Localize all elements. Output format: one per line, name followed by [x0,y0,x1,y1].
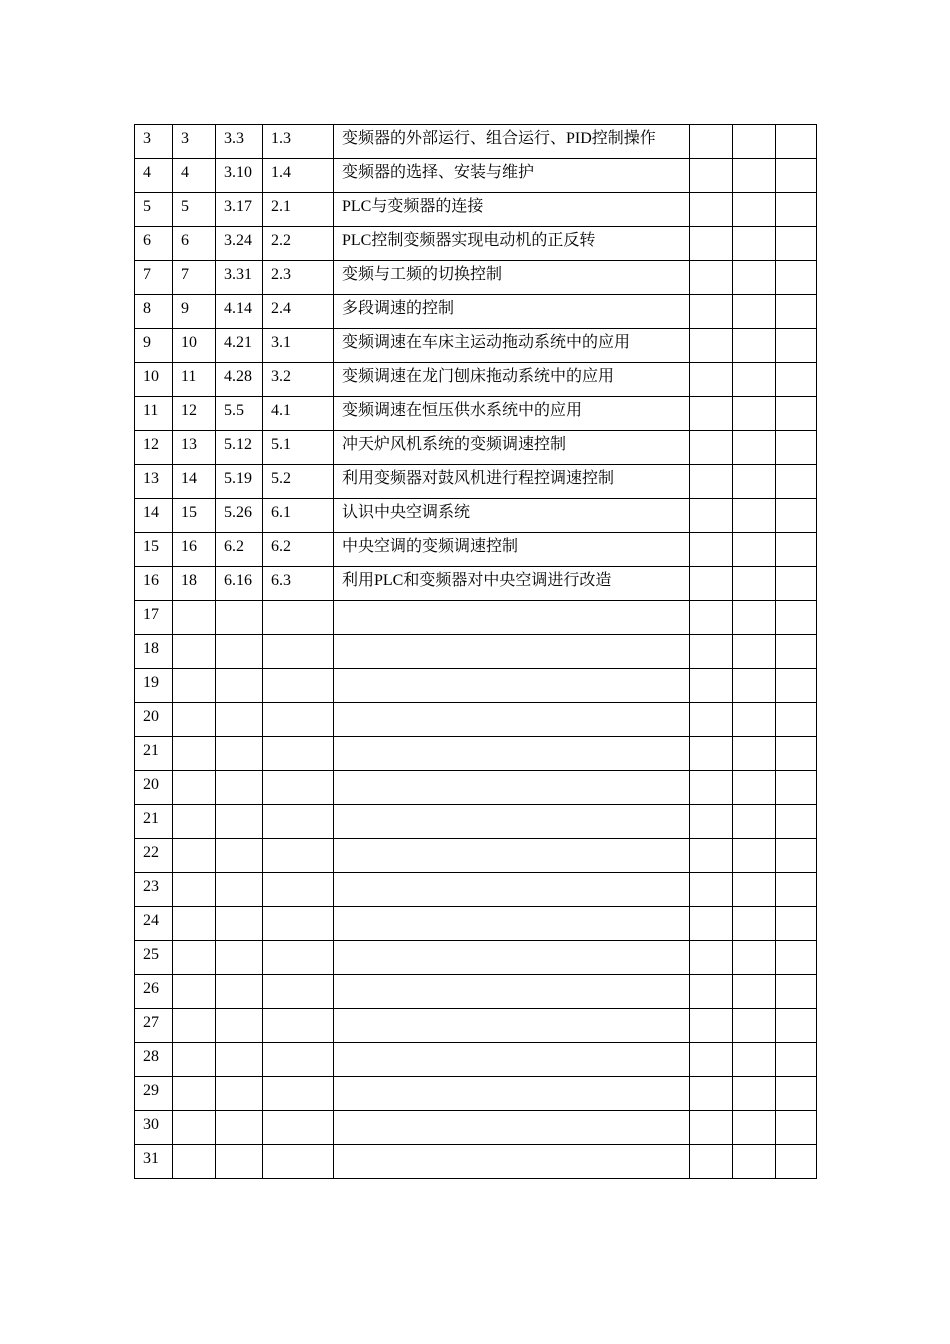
table-row [135,431,817,465]
date-cell [216,771,263,805]
week-cell [173,737,216,771]
table-row [135,499,817,533]
week-cell [173,1043,216,1077]
week-cell: 7 [173,261,216,295]
date-cell: 3.24 [216,227,263,261]
table-row [135,193,817,227]
row-number-cell: 4 [135,159,173,193]
topic-cell: PLC与变频器的连接 [334,193,690,227]
extra-cell-3 [776,159,817,193]
table-row [135,907,817,941]
extra-cell-3 [776,329,817,363]
row-number-cell: 30 [135,1111,173,1145]
section-cell: 5.2 [263,465,334,499]
extra-cell-1 [690,533,733,567]
extra-cell-1 [690,1111,733,1145]
week-cell: 14 [173,465,216,499]
date-cell: 5.5 [216,397,263,431]
date-cell [216,1009,263,1043]
extra-cell-2 [733,465,776,499]
week-cell [173,771,216,805]
extra-cell-2 [733,975,776,1009]
table-row [135,941,817,975]
extra-cell-1 [690,159,733,193]
section-cell [263,635,334,669]
extra-cell-2 [733,533,776,567]
extra-cell-2 [733,125,776,159]
extra-cell-3 [776,533,817,567]
extra-cell-1 [690,1043,733,1077]
topic-cell: 多段调速的控制 [334,295,690,329]
date-cell: 5.12 [216,431,263,465]
extra-cell-3 [776,1111,817,1145]
section-cell: 3.1 [263,329,334,363]
date-cell [216,1077,263,1111]
extra-cell-3 [776,873,817,907]
extra-cell-2 [733,1145,776,1179]
topic-cell [334,737,690,771]
extra-cell-1 [690,737,733,771]
row-number-cell: 14 [135,499,173,533]
date-cell: 3.3 [216,125,263,159]
topic-cell [334,975,690,1009]
section-cell [263,669,334,703]
row-number-cell: 13 [135,465,173,499]
date-cell: 4.28 [216,363,263,397]
table-row [135,635,817,669]
date-cell [216,601,263,635]
extra-cell-3 [776,431,817,465]
table-row [135,1111,817,1145]
extra-cell-2 [733,261,776,295]
date-cell [216,839,263,873]
extra-cell-2 [733,703,776,737]
section-cell [263,1009,334,1043]
extra-cell-1 [690,227,733,261]
topic-cell [334,805,690,839]
extra-cell-2 [733,295,776,329]
date-cell [216,669,263,703]
extra-cell-1 [690,261,733,295]
extra-cell-3 [776,397,817,431]
extra-cell-3 [776,295,817,329]
week-cell: 11 [173,363,216,397]
row-number-cell: 16 [135,567,173,601]
section-cell: 2.2 [263,227,334,261]
row-number-cell: 20 [135,703,173,737]
extra-cell-2 [733,1009,776,1043]
topic-cell [334,669,690,703]
table-row [135,669,817,703]
extra-cell-2 [733,499,776,533]
extra-cell-3 [776,805,817,839]
extra-cell-3 [776,1009,817,1043]
row-number-cell: 26 [135,975,173,1009]
extra-cell-2 [733,907,776,941]
extra-cell-1 [690,873,733,907]
table-row [135,601,817,635]
section-cell: 1.3 [263,125,334,159]
topic-cell [334,1077,690,1111]
extra-cell-1 [690,125,733,159]
table-row [135,737,817,771]
extra-cell-1 [690,669,733,703]
topic-cell [334,635,690,669]
section-cell: 2.3 [263,261,334,295]
week-cell: 15 [173,499,216,533]
topic-cell [334,703,690,737]
row-number-cell: 28 [135,1043,173,1077]
topic-cell [334,1009,690,1043]
extra-cell-1 [690,499,733,533]
section-cell [263,601,334,635]
date-cell [216,805,263,839]
extra-cell-1 [690,193,733,227]
row-number-cell: 21 [135,737,173,771]
date-cell: 4.21 [216,329,263,363]
week-cell: 10 [173,329,216,363]
section-cell [263,1043,334,1077]
week-cell [173,975,216,1009]
table-row [135,771,817,805]
date-cell: 3.17 [216,193,263,227]
section-cell [263,771,334,805]
extra-cell-3 [776,1077,817,1111]
extra-cell-2 [733,363,776,397]
extra-cell-1 [690,635,733,669]
row-number-cell: 5 [135,193,173,227]
row-number-cell: 12 [135,431,173,465]
table-row [135,1043,817,1077]
topic-cell: 变频器的外部运行、组合运行、PID控制操作 [334,125,690,159]
week-cell: 13 [173,431,216,465]
extra-cell-3 [776,703,817,737]
topic-cell [334,601,690,635]
section-cell: 1.4 [263,159,334,193]
week-cell [173,1009,216,1043]
row-number-cell: 10 [135,363,173,397]
date-cell [216,737,263,771]
extra-cell-3 [776,839,817,873]
extra-cell-3 [776,669,817,703]
row-number-cell: 23 [135,873,173,907]
section-cell [263,975,334,1009]
extra-cell-3 [776,125,817,159]
extra-cell-3 [776,261,817,295]
extra-cell-1 [690,839,733,873]
week-cell [173,669,216,703]
section-cell [263,873,334,907]
schedule-table-body [135,125,817,1179]
row-number-cell: 18 [135,635,173,669]
extra-cell-3 [776,1145,817,1179]
section-cell: 2.1 [263,193,334,227]
date-cell: 4.14 [216,295,263,329]
topic-cell [334,1043,690,1077]
topic-cell [334,873,690,907]
date-cell [216,1043,263,1077]
week-cell: 4 [173,159,216,193]
extra-cell-2 [733,839,776,873]
date-cell [216,941,263,975]
week-cell [173,907,216,941]
extra-cell-2 [733,805,776,839]
date-cell [216,873,263,907]
section-cell: 6.2 [263,533,334,567]
extra-cell-2 [733,397,776,431]
week-cell [173,1077,216,1111]
section-cell: 6.1 [263,499,334,533]
extra-cell-1 [690,397,733,431]
table-row [135,533,817,567]
extra-cell-3 [776,193,817,227]
topic-cell: 变频调速在车床主运动拖动系统中的应用 [334,329,690,363]
week-cell [173,1111,216,1145]
week-cell [173,1145,216,1179]
row-number-cell: 17 [135,601,173,635]
table-row [135,329,817,363]
row-number-cell: 27 [135,1009,173,1043]
table-row [135,227,817,261]
section-cell: 4.1 [263,397,334,431]
date-cell [216,703,263,737]
extra-cell-1 [690,329,733,363]
date-cell: 3.10 [216,159,263,193]
table-row [135,397,817,431]
extra-cell-1 [690,1077,733,1111]
extra-cell-2 [733,635,776,669]
extra-cell-2 [733,1111,776,1145]
date-cell: 5.26 [216,499,263,533]
week-cell: 6 [173,227,216,261]
extra-cell-1 [690,941,733,975]
week-cell [173,601,216,635]
row-number-cell: 20 [135,771,173,805]
extra-cell-1 [690,907,733,941]
section-cell: 6.3 [263,567,334,601]
extra-cell-1 [690,431,733,465]
topic-cell: 变频调速在恒压供水系统中的应用 [334,397,690,431]
extra-cell-3 [776,601,817,635]
extra-cell-2 [733,873,776,907]
row-number-cell: 8 [135,295,173,329]
date-cell: 5.19 [216,465,263,499]
row-number-cell: 6 [135,227,173,261]
extra-cell-2 [733,1043,776,1077]
extra-cell-3 [776,737,817,771]
extra-cell-1 [690,567,733,601]
date-cell [216,635,263,669]
extra-cell-2 [733,771,776,805]
table-row [135,839,817,873]
topic-cell: 中央空调的变频调速控制 [334,533,690,567]
extra-cell-3 [776,975,817,1009]
extra-cell-2 [733,193,776,227]
date-cell: 3.31 [216,261,263,295]
extra-cell-3 [776,635,817,669]
extra-cell-2 [733,431,776,465]
extra-cell-2 [733,601,776,635]
extra-cell-1 [690,465,733,499]
section-cell [263,1111,334,1145]
extra-cell-2 [733,567,776,601]
table-row [135,363,817,397]
extra-cell-1 [690,805,733,839]
extra-cell-3 [776,363,817,397]
topic-cell: 变频调速在龙门刨床拖动系统中的应用 [334,363,690,397]
topic-cell [334,941,690,975]
date-cell: 6.16 [216,567,263,601]
row-number-cell: 21 [135,805,173,839]
topic-cell [334,1111,690,1145]
section-cell [263,703,334,737]
section-cell [263,737,334,771]
week-cell [173,635,216,669]
table-row [135,125,817,159]
table-row [135,567,817,601]
extra-cell-1 [690,1145,733,1179]
topic-cell [334,771,690,805]
row-number-cell: 19 [135,669,173,703]
topic-cell [334,839,690,873]
week-cell: 12 [173,397,216,431]
extra-cell-2 [733,737,776,771]
topic-cell: PLC控制变频器实现电动机的正反转 [334,227,690,261]
week-cell: 3 [173,125,216,159]
section-cell: 3.2 [263,363,334,397]
date-cell [216,907,263,941]
extra-cell-1 [690,703,733,737]
date-cell [216,975,263,1009]
table-row [135,159,817,193]
topic-cell: 变频器的选择、安装与维护 [334,159,690,193]
topic-cell: 认识中央空调系统 [334,499,690,533]
extra-cell-3 [776,771,817,805]
extra-cell-3 [776,941,817,975]
week-cell [173,941,216,975]
table-row [135,873,817,907]
topic-cell: 利用PLC和变频器对中央空调进行改造 [334,567,690,601]
row-number-cell: 7 [135,261,173,295]
section-cell [263,805,334,839]
row-number-cell: 29 [135,1077,173,1111]
section-cell: 5.1 [263,431,334,465]
week-cell: 16 [173,533,216,567]
topic-cell: 变频与工频的切换控制 [334,261,690,295]
week-cell [173,805,216,839]
section-cell [263,839,334,873]
extra-cell-2 [733,329,776,363]
extra-cell-1 [690,1009,733,1043]
table-row [135,805,817,839]
extra-cell-1 [690,771,733,805]
section-cell: 2.4 [263,295,334,329]
row-number-cell: 22 [135,839,173,873]
extra-cell-3 [776,1043,817,1077]
row-number-cell: 11 [135,397,173,431]
topic-cell [334,907,690,941]
topic-cell [334,1145,690,1179]
date-cell [216,1145,263,1179]
extra-cell-2 [733,1077,776,1111]
row-number-cell: 25 [135,941,173,975]
table-row [135,465,817,499]
date-cell: 6.2 [216,533,263,567]
extra-cell-2 [733,669,776,703]
row-number-cell: 31 [135,1145,173,1179]
extra-cell-3 [776,227,817,261]
week-cell: 5 [173,193,216,227]
table-row [135,1145,817,1179]
row-number-cell: 24 [135,907,173,941]
extra-cell-3 [776,499,817,533]
table-row [135,261,817,295]
section-cell [263,1077,334,1111]
week-cell [173,703,216,737]
section-cell [263,907,334,941]
week-cell: 9 [173,295,216,329]
extra-cell-2 [733,159,776,193]
section-cell [263,941,334,975]
table-row [135,295,817,329]
table-row [135,703,817,737]
topic-cell: 冲天炉风机系统的变频调速控制 [334,431,690,465]
row-number-cell: 9 [135,329,173,363]
extra-cell-1 [690,975,733,1009]
extra-cell-2 [733,227,776,261]
date-cell [216,1111,263,1145]
table-row [135,975,817,1009]
section-cell [263,1145,334,1179]
row-number-cell: 3 [135,125,173,159]
row-number-cell: 15 [135,533,173,567]
schedule-table [134,124,817,1179]
table-row [135,1077,817,1111]
extra-cell-1 [690,601,733,635]
week-cell [173,839,216,873]
topic-cell: 利用变频器对鼓风机进行程控调速控制 [334,465,690,499]
extra-cell-3 [776,907,817,941]
week-cell: 18 [173,567,216,601]
extra-cell-1 [690,295,733,329]
table-row [135,1009,817,1043]
extra-cell-1 [690,363,733,397]
extra-cell-2 [733,941,776,975]
week-cell [173,873,216,907]
extra-cell-3 [776,567,817,601]
extra-cell-3 [776,465,817,499]
